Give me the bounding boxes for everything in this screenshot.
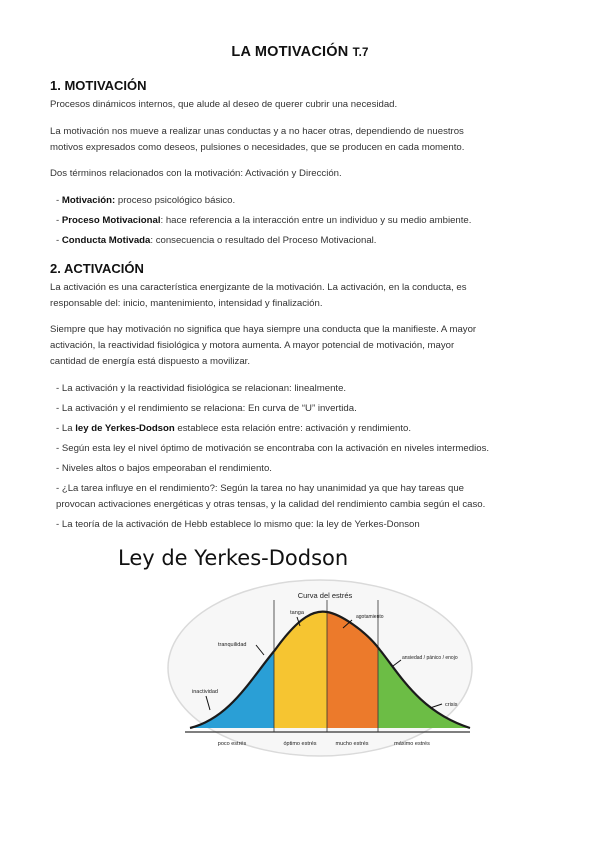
- paragraph: motivos expresados como deseos, pulsiones o necesidades, que se producen en cada momento.: [50, 142, 465, 153]
- label-inactividad: inactividad: [192, 689, 218, 695]
- paragraph: activación, la reactividad fisiológica y motora aumenta. A mayor potencial de motivación, mayor: [50, 340, 455, 351]
- list-text: establece esta relación entre: activación y rendimiento.: [174, 423, 411, 434]
- list-text: - La teoría de la activación de Hebb establece lo mismo que: la ley de Yerkes-Donson: [56, 519, 420, 530]
- label-tanga: tanga: [290, 610, 304, 616]
- label-crisis: crisis: [445, 702, 458, 708]
- section-heading-motivacion: 1. MOTIVACIÓN: [50, 78, 147, 93]
- paragraph: Procesos dinámicos internos, que alude al deseo de querer cubrir una necesidad.: [50, 99, 398, 110]
- zone-label: óptimo estrés: [283, 741, 317, 747]
- list-dash: -: [56, 215, 62, 226]
- list-item: [56, 461, 566, 477]
- zone-label: mucho estrés: [335, 741, 369, 747]
- list-text: : hace referencia a la interacción entre un individuo y su medio ambiente.: [160, 215, 472, 226]
- paragraph: Siempre que hay motivación no significa que haya siempre una conducta que la manifieste. A mayor: [50, 324, 477, 335]
- list-term: Motivación:: [61, 195, 116, 206]
- label-tranquilidad: tranquilidad: [218, 642, 247, 648]
- paragraph: Dos términos relacionados con la motivación: Activación y Dirección.: [50, 168, 342, 179]
- list-item: [56, 213, 566, 229]
- section-heading-activacion: 2. ACTIVACIÓN: [50, 261, 144, 276]
- list-text: : consecuencia o resultado del Proceso Motivacional.: [150, 235, 377, 246]
- label-agotamiento: agotamiento: [356, 614, 384, 620]
- list-text: provocan activaciones energéticas y otras tensas, y la calidad del rendimiento cambia según el caso.: [56, 499, 486, 510]
- list-text: - ¿La tarea influye en el rendimiento?: Según la tarea no hay unanimidad ya que hay tareas que: [56, 483, 465, 494]
- list-term: Conducta Motivada: [61, 235, 151, 246]
- page-title: [0, 44, 600, 60]
- list-item: [56, 233, 566, 249]
- list-text: - Niveles altos o bajos empeoraban el rendimiento.: [56, 463, 272, 474]
- paragraph: responsable del: inicio, mantenimiento, intensidad y finalización.: [50, 298, 323, 309]
- list-dash: -: [56, 235, 62, 246]
- list-item: [56, 441, 566, 457]
- list-item: [56, 481, 566, 497]
- list-item: [56, 193, 566, 209]
- title-main: LA MOTIVACIÓN: [231, 44, 349, 60]
- paragraph: cantidad de energía está dispuesto a movilizar.: [50, 356, 250, 367]
- zone-label: poco estrés: [217, 741, 247, 747]
- paragraph: La activación es una característica energizante de la motivación. La activación, en la conducta, es: [50, 282, 467, 293]
- figure-title: Ley de Yerkes-Dodson: [118, 546, 349, 570]
- list-term: ley de Yerkes-Dodson: [75, 423, 175, 434]
- list-text: proceso psicológico básico.: [115, 195, 236, 206]
- list-item: [56, 401, 566, 417]
- yerkes-dodson-diagram: [0, 575, 600, 815]
- label-ansiedad: ansiedad / pánico / enojo: [402, 655, 458, 661]
- list-text: - La: [56, 423, 76, 434]
- list-item: [56, 421, 566, 437]
- list-item: [56, 517, 566, 533]
- zone-label: máximo estrés: [394, 741, 430, 747]
- title-topic-number: T.7: [352, 47, 369, 59]
- list-text: - La activación y la reactividad fisiológica se relacionan: linealmente.: [56, 383, 347, 394]
- list-item-continuation: [56, 497, 566, 513]
- list-text: - La activación y el rendimiento se relaciona: En curva de “U” invertida.: [56, 403, 357, 414]
- curve-title: Curva del estrés: [297, 591, 353, 600]
- list-text: - Según esta ley el nivel óptimo de motivación se encontraba con la activación en niveles intermedios.: [56, 443, 490, 454]
- list-item: [56, 381, 566, 397]
- list-term: Proceso Motivacional: [61, 215, 161, 226]
- paragraph: La motivación nos mueve a realizar unas conductas y a no hacer otras, dependiendo de nuestros: [50, 126, 464, 137]
- list-dash: -: [56, 195, 62, 206]
